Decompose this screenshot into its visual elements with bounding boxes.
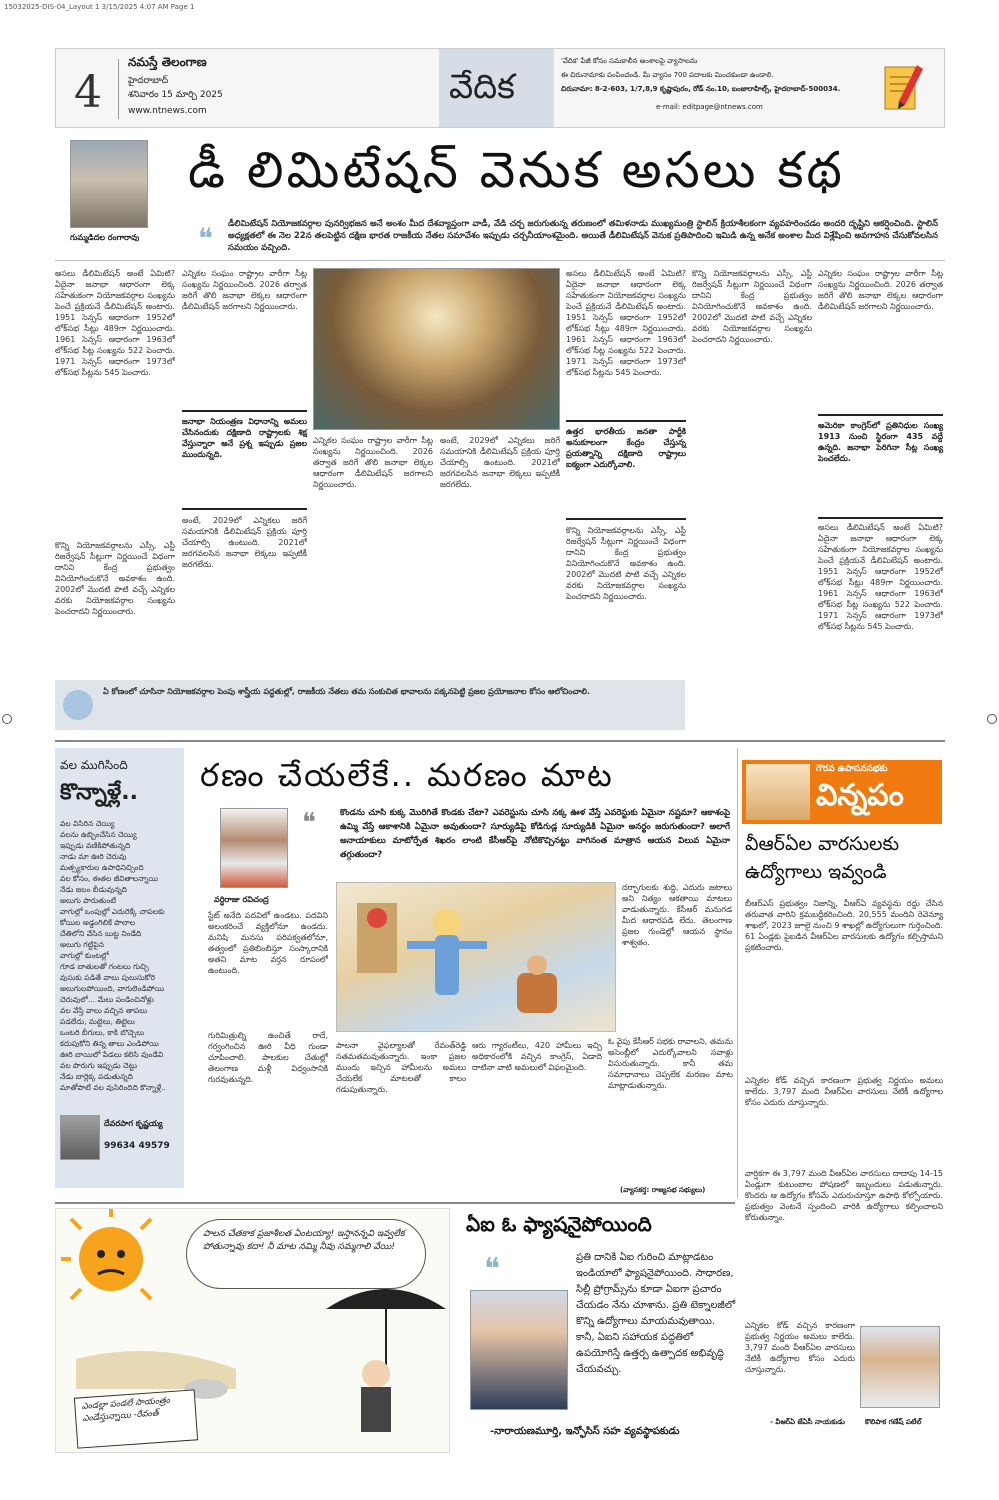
article1-body-col2b: అంటే, 2029లో ఎన్నికలు జరిగే సమయానికి డీలిమిటేషన్ ప్రక్రియ పూర్తి చేయాల్సి ఉంటుంది. 2021లో జరగవలసిన జనాభా లెక్కలు ఇప్పటికీ జరగలేదు. (182, 516, 307, 569)
banner-small-text: గౌరవ ఉపాసనసభకు (816, 764, 888, 774)
masthead-email[interactable]: e-mail: editpage@ntnews.com (656, 103, 763, 111)
narayanamurthy-photo (470, 1290, 568, 1410)
quote-icon: ❝ (198, 222, 214, 255)
poem-kicker: వల ముగిసింది (60, 758, 128, 772)
paper-name: నమస్తే తెలంగాణ (128, 55, 207, 69)
crop-mark-left (2, 714, 12, 724)
pen-paper-icon (881, 59, 927, 117)
article2-deck: కొండను చూసి కుక్క మొరిగితే కొండకు చేటా? ఎవరెస్టును చూసి నక్క ఊళ వేస్తే ఎవరెస్టుకు ఏమైనా నష్టమా? ఆకాశంపై ఉమ్మి వేస్తే ఆకాశానికి ఏమైనా అవుతుందా? సూర్యుడిపై కోడిగుడ్ల సూర్యుడికి ఏమైనా అనర్థం జరుగుతుందా? అలాగే అనాయాకులు మాటోర్పేత శిఖరం లాంటి కేసీఆర్‌పై నోటికొచ్చినట్టు వాగినంత మాత్రాన ఆయన విలువ ఏమైనా తగ్గుతుందా? (340, 808, 730, 860)
headline-vra: వీఆర్‌ఏల వారసులకు ఉద్యోగాలు ఇవ్వండి (745, 833, 900, 883)
author-photo-ravichandra (220, 808, 288, 888)
headline-ai-fashion: ఏఐ ఓ ఫ్యాషనైపోయింది (466, 1212, 652, 1236)
headline-delimitation: డీ లిమిటేషన్ వెనుక అసలు కథ (188, 141, 845, 199)
quote-icon-2: ❝ (302, 808, 316, 838)
masthead-note-2: ఈ చిరునామాకు పంపించండి. మీ వ్యాసం 700 పదాలకు మించకుండా ఉండాలి. (561, 71, 774, 79)
section-rule-2 (55, 1202, 735, 1204)
poet-name: దేవరపాగ కృష్ణయ్య (104, 1119, 163, 1128)
article1-body-col7: ఎన్నికల సంఘం రాష్ట్రాల వారీగా సీట్ల సంఖ్యను నిర్ణయించింది. 2026 తర్వాత జరిగే తొలి జనాభా లెక్కల ఆధారంగా డీలిమిటేషన్ జరగాలని నిర్ణయించారు. (818, 269, 943, 311)
headline-ranam: రణం చేయలేకే.. మరణం మాట (200, 756, 614, 794)
article2-body-col2: పాలనా వైఫల్యాలతో రేవంత్‌రెడ్డి సతమతమవుతున్నారు. ఇంకా ప్రజల ముందు ఇచ్చిన హామీలను అమలు చేయలేక మాటలతో కాలం గడుపుతున్నారు. (336, 1041, 466, 1094)
masthead-address: చిరునామా: 8-2-603, 1/7,8,9 కృష్ణాపురం, రోడ్ నం.10, బంజారాహిల్స్, హైదరాబాద్-500034. (561, 85, 841, 93)
masthead-website[interactable]: www.ntnews.com (128, 106, 207, 116)
pullquote-3-text: అమెరికా కాంగ్రెస్‌లో ప్రతినిధుల సంఖ్య 1913 నుంచి స్థిరంగా 435 వద్దే ఉన్నది. జనాభా పెరిగినా సీట్ల సంఖ్య పెంచలేదు. (818, 421, 943, 463)
pullquote-col2 (182, 410, 307, 510)
author-name-rangarao: గుమ్మడిదల రంగారావు (70, 233, 140, 242)
article3-quote: ప్రతి దానికి ఏఐ గురించి మాట్లాడటం ఇండియాలో ఫ్యాషనైపోయింది. సాధారణ, సిల్లీ ప్రోగ్రామ్స్‌ను కూడా ఏఐగా ప్రచారం చేయడం నేను చూశాను. ప్రతి టెక్నాలజీలో కొన్ని ఉద్యోగాలు మాయమవుతాయి. కానీ, ఏఐని సహాయక పద్ధతిలో ఉపయోగిస్తే ఉత్తర్ప ఉత్పాదక అభివృద్ధి చేయవచ్చు. (576, 1252, 736, 1375)
bubble-icon (63, 690, 93, 720)
article1-body-col1b: కొన్ని నియోజకవర్గాలను ఎస్సీ, ఎస్టీ రిజర్వేషన్ సీట్లుగా నిర్ణయించే విధంగా దానిని కేంద్ర ప్రభుత్వం వినియోగించుకొనే అవకాశం ఉంది. 2002లో మొదటి పొటి వచ్చే ఎన్నికల వరకు నియోజకవర్గాల సంఖ్యను పెంచరాదని నిర్ణయించారు. (55, 541, 175, 616)
painting-figures (337, 883, 617, 1033)
article2-body-col1b: గురిమిత్రుల్ని ఉంచితే రాదే, గర్వంగించిన ఊరి వీధి గుండా చూపించాలి. పాలకుల చేతుల్లో తెలంగాణ మళ్లీ విధ్వంసానికి గురవుతున్నది. (208, 1031, 328, 1084)
article1-body-col1: అసలు డీలిమిటేషన్ అంటే ఏమిటి? ఏదైనా జనాభా ఆధారంగా లెక్క సహేతుకంగా నియోజకవర్గాల సంఖ్యను పెంచే ప్రక్రియనే డీలిమిటేషన్ అంటారు. 1951 సెన్సస్ ఆధారంగా 1952లో లోక్‌సభ సీట్లు 489గా నిర్ణయించారు. 1961 సెన్సస్ ఆధారంగా 1963లో లోక్‌సభ సీట్ల సంఖ్యను 522 పెంచారు. 1971 సెన్సస్ ఆధారంగా 1973లో లోక్‌సభ సీట్లను 545 పెంచారు. (55, 269, 175, 377)
poem-text: వల విసిరిన చెయ్యి వలను ఉబ్బించేసిన చెయ్యి ఇప్పుడు వణికిపోతున్నది నాడు మా ఊరి చెరువు మత్స్యకారుల ఉపాధినిచ్చింది వల కోసం, ఈతల జీవితాలన్నాయి నేడు జలం బీడువున్నది అలుగు పారుతుంటే వాగుల్లో ఒంపుల్లో ఎదురెక్కే చాపలకు కోయిల అడ్డంగిలికే పొలాల చేతిలోని వేసిన బుట్ట నిండేది అలుగు గట్టిపైన వాగుల్లో కుంటల్లో గూడ బాతులతో గంటలు గుచ్చి వుసుకు పడితే వాలు పులుసుకోరె అలుగులపోయింది, వాగులెండిపోయి చెరువులో... మేలు పండించినోళ్లు వల వేస్తే వాలు వచ్చిన తాపలు పడలేదు, మట్టెలు, తిట్టెలు ఒంటరి బీగులు, కాకి బొచ్చెలు కదుపుకోని తిన్న తాలు ఎండిపోయి ఊరి బాయిలో పేడలు కలిసి వుండేవి వల పొరుగు ఇప్పుడు చెట్టు నేడు బార్లెక్క పడుతున్నది మాతోపాటే వల వుసిరిందిది కొన్నాళ్లే.. (60, 819, 166, 1092)
crop-mark-right (987, 714, 997, 724)
article1-body-col3: ఎన్నికల సంఘం రాష్ట్రాల వారీగా సీట్ల సంఖ్యను నిర్ణయించింది. 2026 తర్వాత జరిగే తొలి జనాభా లెక్కల ఆధారంగా డీలిమిటేషన్ జరగాలని నిర్ణయించారు. (313, 436, 433, 489)
article1-body-col7b: అసలు డీలిమిటేషన్ అంటే ఏమిటి? ఏదైనా జనాభా ఆధారంగా లెక్క సహేతుకంగా నియోజకవర్గాల సంఖ్యను పెంచే ప్రక్రియనే డీలిమిటేషన్ అంటారు. 1951 సెన్సస్ ఆధారంగా 1952లో లోక్‌సభ సీట్లు 489గా నిర్ణయించారు. 1961 సెన్సస్ ఆధారంగా 1963లో లోక్‌సభ సీట్ల సంఖ్యను 522 పెంచారు. 1971 సెన్సస్ ఆధారంగా 1973లో లోక్‌సభ సీట్లను 545 పెంచారు. (818, 523, 943, 631)
quote-icon-3: ❝ (484, 1252, 501, 1287)
cartoon-bubble-text: పాలన చేతకాక ప్రజాశీలత ఏంటయ్యా! ఇస్తానన్నవి ఇవ్వలేక పోతున్నావు కదా! నీ మాట నమ్మి నీవు సమ్మగాలి వేయి! (203, 1229, 405, 1252)
vertical-rule-right (737, 748, 738, 1198)
section-title: వేదిక (449, 67, 515, 107)
masthead-note-1: 'వేదిక' పేజీ కోసం సమకాలీన అంశాలపై వ్యాసాలను (561, 57, 698, 65)
parliament-photo (313, 268, 560, 430)
article1-bottom-box (55, 680, 685, 730)
masthead-date: శనివారం 15 మార్చి 2025 (128, 90, 223, 100)
cartoon-sign-text: ఎండల్లా పండలే సాయంత్రం ఎండేస్తున్నాయి -రేవంత్ (81, 1395, 171, 1424)
article1-body-col5: అసలు డీలిమిటేషన్ అంటే ఏమిటి? ఏదైనా జనాభా ఆధారంగా లెక్క సహేతుకంగా నియోజకవర్గాల సంఖ్యను పెంచే ప్రక్రియనే డీలిమిటేషన్ అంటారు. 1951 సెన్సస్ ఆధారంగా 1952లో లోక్‌సభ సీట్లు 489గా నిర్ణయించారు. 1961 సెన్సస్ ఆధారంగా 1963లో లోక్‌సభ సీట్ల సంఖ్యను 522 పెంచారు. 1971 సెన్సస్ ఆధారంగా 1973లో లోక్‌సభ సీట్లను 545 పెంచారు. (566, 269, 686, 377)
banner-big-text: విన్నపం (816, 778, 904, 813)
pullquote-2-text: ఉత్తర భారతీయ జనతా పార్టీకి అనుకూలంగా కేంద్రం చేస్తున్న ప్రయత్నాన్ని దక్షిణాది రాష్ట్రాలు ఐక్యంగా ఎదుర్కోవాలి. (566, 427, 686, 469)
article1-body-col4: అంటే, 2029లో ఎన్నికలు జరిగే సమయానికి డీలిమిటేషన్ ప్రక్రియ పూర్తి చేయాల్సి ఉంటుంది. 2021లో జరగవలసిన జనాభా లెక్కలు ఇప్పటికీ జరగలేదు. (440, 436, 560, 489)
page-number: 4 (74, 67, 102, 118)
poem-title: కొన్నాళ్లే.. (60, 780, 138, 805)
pullquote-1-text: జనాభా నియంత్రణ విధానాన్ని అమలు చేసినందుకు దక్షిణాది రాష్ట్రాలకు శిక్ష వేస్తున్నారా అనే ప్రశ్న ఇప్పుడు ప్రజల ముందున్నది. (182, 417, 307, 459)
article3-attribution: -నారాయణమూర్తి, ఇన్ఫోసిస్ సహ వ్యవస్థాపకుడు (490, 1426, 680, 1437)
vinnapam-banner (742, 760, 942, 824)
print-slug: 15032025-DIS-04_Layout 1 3/15/2025 4:07 AM Page 1 (4, 3, 195, 11)
article1-intro: డీలిమిటేషన్ నియోజకవర్గాల పునర్విభజన అనే అంశం మీద దేశవ్యాప్తంగా వాడీ, వేడి చర్చ జరుగుతున్న తరుణంలో తమిళనాడు ముఖ్యమంత్రి స్టాలిన్ క్రియాశీలకంగా వ్యవహరించడం అందరి దృష్టిని ఆకర్షించింది. స్టాలిన్ అధ్యక్షతలో ఈ నెల 22న తలపెట్టిన దక్షిణ భారత రాజకీయ నేతల సమావేశం ఇప్పుడు చర్చనీయాంశమైంది. అయితే డీలిమిటేషన్ వెనుక ప్రతిపాదించి ఇమిడి ఉన్న అనేక అంశాల మీద విశ్లేషించి అవగాహన చేసుకోవలసిన సమయం వచ్చింది. (228, 219, 938, 253)
bottom-box-text: ఏ కోణంలో చూసినా నియోజకవర్గాల పెంపు శాస్త్రీయ పద్ధతుల్లో, రాజకీయ నేతలు తమ సంకుచిత భావాలను పక్కనపెట్టి ప్రజల ప్రయోజనాల కోసం ఆలోచించాలి. (103, 687, 591, 696)
banner-building (746, 764, 810, 820)
pullquote-col7 (818, 414, 943, 519)
article1-body-col2: ఎన్నికల సంఘం రాష్ట్రాల వారీగా సీట్ల సంఖ్యను నిర్ణయించింది. 2026 తర్వాత జరిగే తొలి జనాభా లెక్కల ఆధారంగా డీలిమిటేషన్ జరగాలని నిర్ణయించారు. (182, 269, 307, 311)
intro-rule (55, 260, 945, 261)
poet-phone: 99634 49579 (104, 1141, 170, 1151)
section-rule-1 (55, 740, 945, 742)
masthead-divider (118, 59, 119, 119)
article2-body-col4: దర్భాగులకు శుద్ధి, ఎదురు జటాలు అని నిత్యం ఆకతాయి మాటలు వాడుతున్నారు. కేసీఆర్ మనుగడ మీద ఆధారపడి లేదు. తెలంగాణ ప్రజల గుండెల్లో ఆయన స్థానం శాశ్వతం. (622, 883, 732, 947)
author-name-ravichandra: వర్ధిరాజు రవిచంద్ర (214, 895, 269, 904)
article4-body3: వార్షికగా ఈ 3,797 మంది వీఆర్‌ఏల వారసులు దాదాపు 14-15 ఏండ్లుగా కుటుంబాల పోషణలో ఇబ్బందులు పడుతున్నారు. కొందరు ఆ ఉద్యోగం కోసమే ఎదురుచూస్తూ ఉపాధి కోల్పోయారు. ప్రభుత్వం వెంటనే స్పందించి వారికి ఉద్యోగాలు కల్పించాలని కోరుతున్నాం. (745, 1169, 943, 1222)
article4-body2: ఎన్నికల కోడ్ వచ్చిన కారణంగా ప్రభుత్వ నిర్ణయం అమలు కాలేదు. 3,797 మంది వీఆర్‌ఏల వారసులు నేటికీ ఉద్యోగాల కోసం ఎదురు చూస్తున్నారు. (745, 1076, 943, 1107)
article4-signature-name: కొలిపాక గణేష్ పటేల్ (865, 1418, 922, 1426)
masthead (55, 48, 945, 128)
article2-body-col1: స్టేట్ అనేది పదవిలో ఉండటు. పదవిని అలంకరించే వ్యక్తిలోనూ ఉండదు. మనిషి మనసు పరిపక్వతలోనూ, తత్వంలో ప్రతిబింబిస్తూ సంస్కారానికి అతని మాట వర్తన రూపంలో ఉంటుంది. (208, 911, 328, 975)
painting-vishwaroopam (336, 882, 616, 1032)
article2-body-col3: ఆరు గ్యారంటీలు, 420 హామీలు ఇచ్చి అధికారంలోకి వచ్చిన కాంగ్రెస్, ఏడాది దాటినా వాటి అమలులో విఫలమైంది. (472, 1041, 602, 1072)
article4-body3b: ఎన్నికల కోడ్ వచ్చిన కారణంగా ప్రభుత్వ నిర్ణయం అమలు కాలేదు. 3,797 మంది వీఆర్‌ఏల వారసులు నేటికీ ఉద్యోగాల కోసం ఎదురు చూస్తున్నారు. (745, 1321, 855, 1374)
article4-body1: బీఆర్‌ఎస్ ప్రభుత్వం నిజాన్ని, వీఆర్‌ఏ వ్యవస్థను రద్దు చేసిన తరువాత వారిని క్రమబద్ధీకరించింది. 20,555 మందిని రెవెన్యూ శాఖలో, 2023 జూలై నుంచి 9 శాఖల్లో ఉద్యోగులుగా గుర్తించింది. 61 ఏండ్లకు పైబడిన వీఆర్‌ఏల వారసులకు ఉద్యోగం కల్పిస్తామని ప్రకటించారు. (745, 899, 943, 952)
article2-body-col4b: ఓ వైపు కేసీఆర్ సభకు రావాలని, తమను అసెంబ్లీలో ఎదుర్కోవాలని సవాళ్లు విసురుతున్నారు. కానీ తమ సమాధానాలు చెప్పలేక మరణం మాట మాట్లాడుతున్నారు. (608, 1037, 733, 1090)
cartoon (55, 1208, 450, 1453)
author-photo-rangarao (70, 140, 148, 228)
poet-photo (60, 1115, 100, 1160)
masthead-city: హైదరాబాద్ (128, 76, 169, 86)
article1-body-col6: కొన్ని నియోజకవర్గాలను ఎస్సీ, ఎస్టీ రిజర్వేషన్ సీట్లుగా నిర్ణయించే విధంగా దానిని కేంద్ర ప్రభుత్వం వినియోగించుకొనే అవకాశం ఉంది. 2002లో మొదటి పొటి వచ్చే ఎన్నికల వరకు నియోజకవర్గాల సంఖ్యను పెంచరాదని నిర్ణయించారు. (692, 269, 812, 344)
article1-body-col5b: కొన్ని నియోజకవర్గాలను ఎస్సీ, ఎస్టీ రిజర్వేషన్ సీట్లుగా నిర్ణయించే విధంగా దానిని కేంద్ర ప్రభుత్వం వినియోగించుకొనే అవకాశం ఉంది. 2002లో మొదటి పొటి వచ్చే ఎన్నికల వరకు నియోజకవర్గాల సంఖ్యను పెంచరాదని నిర్ణయించారు. (566, 526, 686, 601)
ganesh-patel-photo (860, 1326, 940, 1408)
article4-signature: - వీఆర్‌ఏ జేఏసీ నాయకుడు (770, 1418, 845, 1426)
cartoon-bubble (186, 1219, 426, 1289)
pullquote-col5 (566, 420, 686, 520)
article2-credit: (వ్యాసకర్త: రాజ్యసభ సభ్యులు) (620, 1186, 706, 1194)
